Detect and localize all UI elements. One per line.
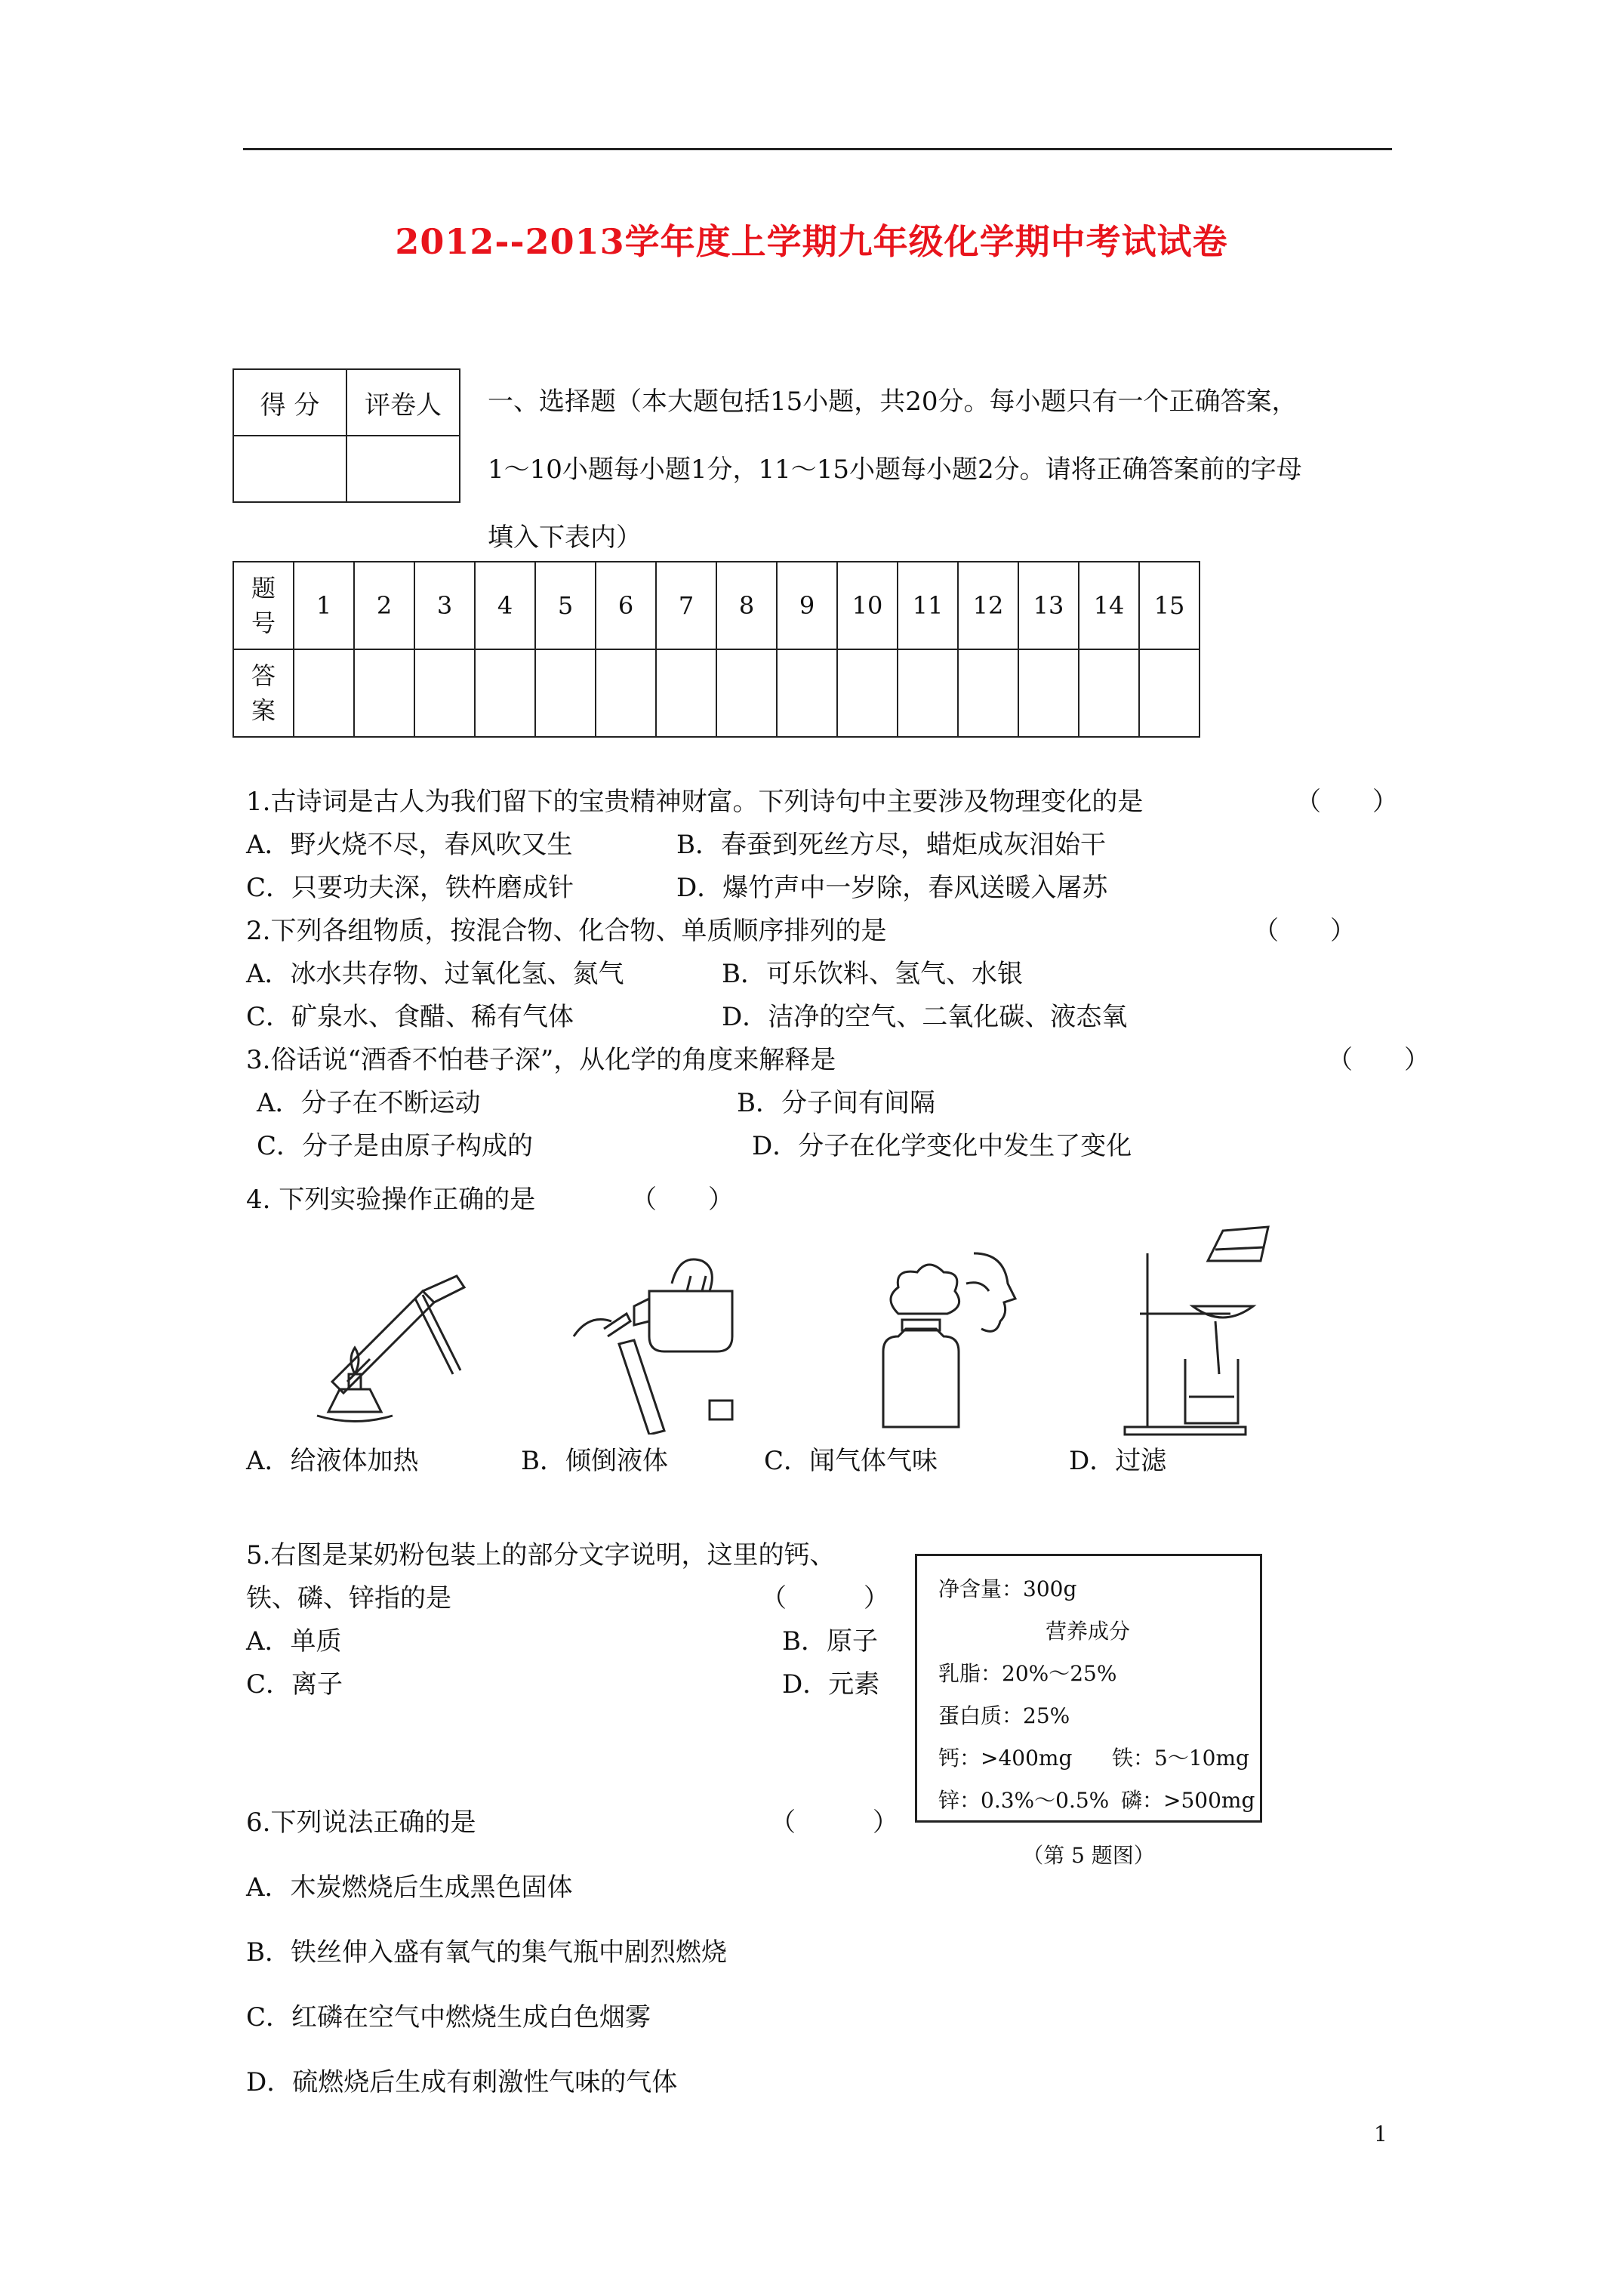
q3-option-c: C．分子是由原子构成的 xyxy=(257,1131,534,1161)
calcium-content: 钙：>400mg xyxy=(938,1746,1073,1771)
answer-cell[interactable] xyxy=(777,649,837,737)
answer-cell[interactable] xyxy=(837,649,898,737)
answer-cell[interactable] xyxy=(294,649,354,737)
q5-option-c: C．离子 xyxy=(246,1669,343,1700)
q6-option-b: B．铁丝伸入盛有氧气的集气瓶中剧烈燃烧 xyxy=(246,1937,727,1968)
score-cell[interactable] xyxy=(233,436,346,502)
q1-option-b: B．春蚕到死丝方尽，蜡炬成灰泪始干 xyxy=(676,830,1106,860)
q1-stem: 1.古诗词是古人为我们留下的宝贵精神财富。下列诗句中主要涉及物理变化的是 xyxy=(246,787,1144,817)
question-number-cell: 1 xyxy=(294,562,354,649)
q3-option-b: B．分子间有间隔 xyxy=(737,1088,935,1118)
answer-cell[interactable] xyxy=(716,649,777,737)
q3-answer-paren[interactable]: （ ） xyxy=(1327,1045,1430,1075)
q6-option-a: A．木炭燃烧后生成黑色固体 xyxy=(246,1872,573,1903)
page-title: 2012--2013学年度上学期九年级化学期中考试试卷 xyxy=(395,221,1228,262)
score-label: 得 分 xyxy=(233,369,346,436)
section-line-3: 填入下表内） xyxy=(488,522,642,553)
q4-option-d: D．过滤 xyxy=(1069,1446,1167,1476)
answer-cell[interactable] xyxy=(354,649,414,737)
question-number-cell: 8 xyxy=(716,562,777,649)
q5-stem-line-2: 铁、磷、锌指的是 xyxy=(246,1583,451,1613)
q2-option-b: B．可乐饮料、氢气、水银 xyxy=(722,959,1023,989)
grader-cell[interactable] xyxy=(346,436,460,502)
q3-option-a: A．分子在不断运动 xyxy=(257,1088,481,1118)
q3-stem: 3.俗话说“酒香不怕巷子深”，从化学的角度来解释是 xyxy=(246,1045,836,1075)
q5-option-a: A．单质 xyxy=(246,1626,342,1657)
section-line-1: 一、选择题（本大题包括15小题，共20分。每小题只有一个正确答案， xyxy=(488,387,1298,417)
q1-option-d: D．爆竹声中一岁除，春风送暖入屠苏 xyxy=(676,873,1108,903)
question-number-cell: 13 xyxy=(1018,562,1079,649)
question-number-cell: 7 xyxy=(656,562,716,649)
question-number-cell: 15 xyxy=(1139,562,1200,649)
q5-option-b: B．原子 xyxy=(782,1626,878,1657)
q5-option-d: D．元素 xyxy=(782,1669,880,1700)
q4-option-a: A．给液体加热 xyxy=(246,1446,419,1476)
answer-cell[interactable] xyxy=(1139,649,1200,737)
row-header-number xyxy=(233,562,294,649)
question-number-cell: 10 xyxy=(837,562,898,649)
q2-option-c: C．矿泉水、食醋、稀有气体 xyxy=(246,1002,574,1032)
answer-cell[interactable] xyxy=(1018,649,1079,737)
question-number-cell: 12 xyxy=(958,562,1018,649)
row-header-char: 答 xyxy=(251,661,276,690)
row-header-answer xyxy=(233,649,294,737)
q4-answer-paren[interactable]: （ ） xyxy=(631,1185,734,1215)
page-number: 1 xyxy=(1374,2122,1387,2147)
q1-option-c: C．只要功夫深，铁杵磨成针 xyxy=(246,873,574,903)
q5-answer-paren[interactable]: （ ） xyxy=(761,1583,889,1613)
answer-cell[interactable] xyxy=(958,649,1018,737)
smelling-gas-illustration xyxy=(853,1238,1027,1435)
question-number-cell: 9 xyxy=(777,562,837,649)
q6-option-c: C．红磷在空气中燃烧生成白色烟雾 xyxy=(246,2002,651,2032)
q5-stem-line-1: 5.右图是某奶粉包装上的部分文字说明，这里的钙、 xyxy=(246,1540,836,1570)
q2-option-d: D．洁净的空气、二氧化碳、液态氧 xyxy=(722,1002,1128,1032)
row-header-char: 题 xyxy=(251,574,276,603)
q1-answer-paren[interactable]: （ ） xyxy=(1295,787,1398,817)
question-number-cell: 2 xyxy=(354,562,414,649)
q2-option-a: A．冰水共存物、过氧化氢、氮气 xyxy=(246,959,624,989)
answer-cell[interactable] xyxy=(596,649,656,737)
answer-cell[interactable] xyxy=(414,649,475,737)
heating-liquid-illustration xyxy=(302,1268,483,1435)
protein-content: 蛋白质：25% xyxy=(938,1703,1070,1728)
row-header-char: 案 xyxy=(251,696,276,725)
q3-option-d: D．分子在化学变化中发生了变化 xyxy=(752,1131,1132,1161)
row-header-char: 号 xyxy=(251,609,276,637)
q2-answer-paren[interactable]: （ ） xyxy=(1253,916,1356,946)
header-rule xyxy=(243,148,1392,150)
q1-option-a: A．野火烧不尽，春风吹又生 xyxy=(246,830,573,860)
q2-stem: 2.下列各组物质，按混合物、化合物、单质顺序排列的是 xyxy=(246,916,887,946)
nutrition-label-box xyxy=(915,1554,1262,1823)
phosphorus-content: 磷：>500mg xyxy=(1121,1788,1255,1813)
q4-option-b: B．倾倒液体 xyxy=(521,1446,668,1476)
answer-cell[interactable] xyxy=(898,649,958,737)
score-table xyxy=(233,368,460,503)
iron-content: 铁：5～10mg xyxy=(1112,1746,1249,1771)
figure-caption: （第 5 题图） xyxy=(1022,1843,1155,1868)
question-number-cell: 14 xyxy=(1079,562,1139,649)
question-number-cell: 5 xyxy=(535,562,596,649)
answer-cell[interactable] xyxy=(535,649,596,737)
q6-option-d: D．硫燃烧后生成有刺激性气味的气体 xyxy=(246,2067,678,2097)
question-number-cell: 6 xyxy=(596,562,656,649)
fat-content: 乳脂：20%～25% xyxy=(938,1661,1117,1686)
nutrition-heading: 营养成分 xyxy=(1046,1619,1131,1644)
q4-option-c: C．闻气体气味 xyxy=(764,1446,938,1476)
answer-table xyxy=(233,561,1200,738)
q4-stem: 4. 下列实验操作正确的是 xyxy=(246,1185,536,1215)
zinc-content: 锌：0.3%～0.5% xyxy=(938,1788,1110,1813)
question-number-cell: 4 xyxy=(475,562,535,649)
q6-answer-paren[interactable]: （ ） xyxy=(770,1808,898,1838)
pouring-liquid-illustration xyxy=(559,1238,755,1435)
net-weight: 净含量：300g xyxy=(938,1576,1077,1601)
section-line-2: 1～10小题每小题1分，11～15小题每小题2分。请将正确答案前的字母 xyxy=(488,455,1302,485)
question-number-cell: 3 xyxy=(414,562,475,649)
answer-cell[interactable] xyxy=(656,649,716,737)
answer-cell[interactable] xyxy=(1079,649,1139,737)
section-heading xyxy=(488,368,1302,572)
question-number-cell: 11 xyxy=(898,562,958,649)
q6-stem: 6.下列说法正确的是 xyxy=(246,1808,476,1838)
filtration-illustration xyxy=(1095,1223,1291,1442)
answer-cell[interactable] xyxy=(475,649,535,737)
grader-label: 评卷人 xyxy=(346,369,460,436)
